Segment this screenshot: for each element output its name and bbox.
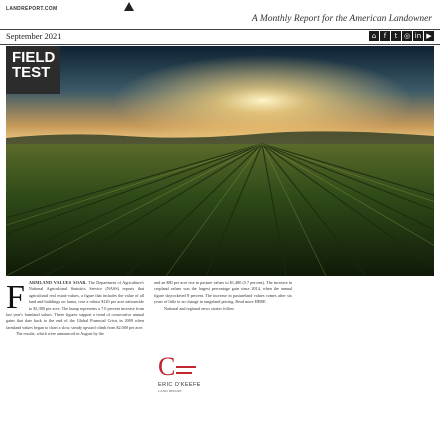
- farmland-sunset-image: [6, 46, 434, 276]
- article-column-2: [154, 280, 292, 312]
- article-text-1: The Department of Agriculture's National Agricultural Statistics Service (NASS) reports that agricultural real estate values, a figure that includes the value of all land and buildings on farms, rose a robust $120 per acre nationwide to $3,380 per acre. The bump represents a 7.0 percent increase from last year's farmland values. These figures support a trend of consecutive annual gains that date back to the end of the Global Financial Crisis in 2009 when farmland values began to chart a slow, steady upward climb from $2,000 per acre.: [6, 280, 144, 330]
- ad-rule: [176, 366, 196, 368]
- logo-triangle-icon: [124, 2, 134, 11]
- advertisement[interactable]: [154, 336, 292, 396]
- section-label-line1: FIELD: [12, 49, 56, 66]
- article-text-2-end: National and regional news stories follow.: [164, 305, 235, 311]
- article-lead: ARMLAND VALUES SOAR.: [28, 280, 87, 285]
- instagram-icon[interactable]: ◎: [403, 32, 411, 40]
- facebook-icon[interactable]: f: [380, 31, 390, 41]
- article-text-1-end: The results, which were announced in August by the: [16, 331, 104, 337]
- section-label-line2: TEST: [12, 64, 51, 81]
- ad-rule: [176, 372, 192, 374]
- ad-logo-icon: C: [158, 352, 176, 381]
- youtube-icon[interactable]: ▶: [424, 31, 434, 41]
- home-icon[interactable]: ⌂: [369, 31, 379, 41]
- masthead-tagline: A Monthly Report for the American Landowner: [251, 14, 432, 24]
- ad-tagline: LAND REPORT: [158, 389, 182, 393]
- ad-name: ERIC O'KEEFE: [158, 382, 201, 388]
- masthead: [0, 0, 440, 30]
- issue-date: September 2021: [6, 31, 62, 41]
- twitter-icon[interactable]: t: [391, 31, 401, 41]
- article-body: [6, 280, 434, 441]
- linkedin-icon[interactable]: in: [414, 32, 422, 40]
- article-text-2[interactable]: and an $80 per acre rise in pasture values to $1,480 (5.7 percent). The increase in cropland values was the largest percentage gain since 2014, when the annual figure skyrocketed 8 percent. The increase in pastureland values comes after six years of little to no change in rangeland pricing. Read more HERE.: [154, 280, 292, 305]
- hero-photo: [6, 46, 434, 276]
- social-links: [369, 31, 434, 41]
- drop-cap: F: [6, 279, 25, 316]
- section-label: [6, 46, 60, 94]
- site-url[interactable]: LANDREPORT.COM: [6, 6, 58, 12]
- date-bar: [0, 29, 440, 45]
- article-column-1: [6, 280, 144, 338]
